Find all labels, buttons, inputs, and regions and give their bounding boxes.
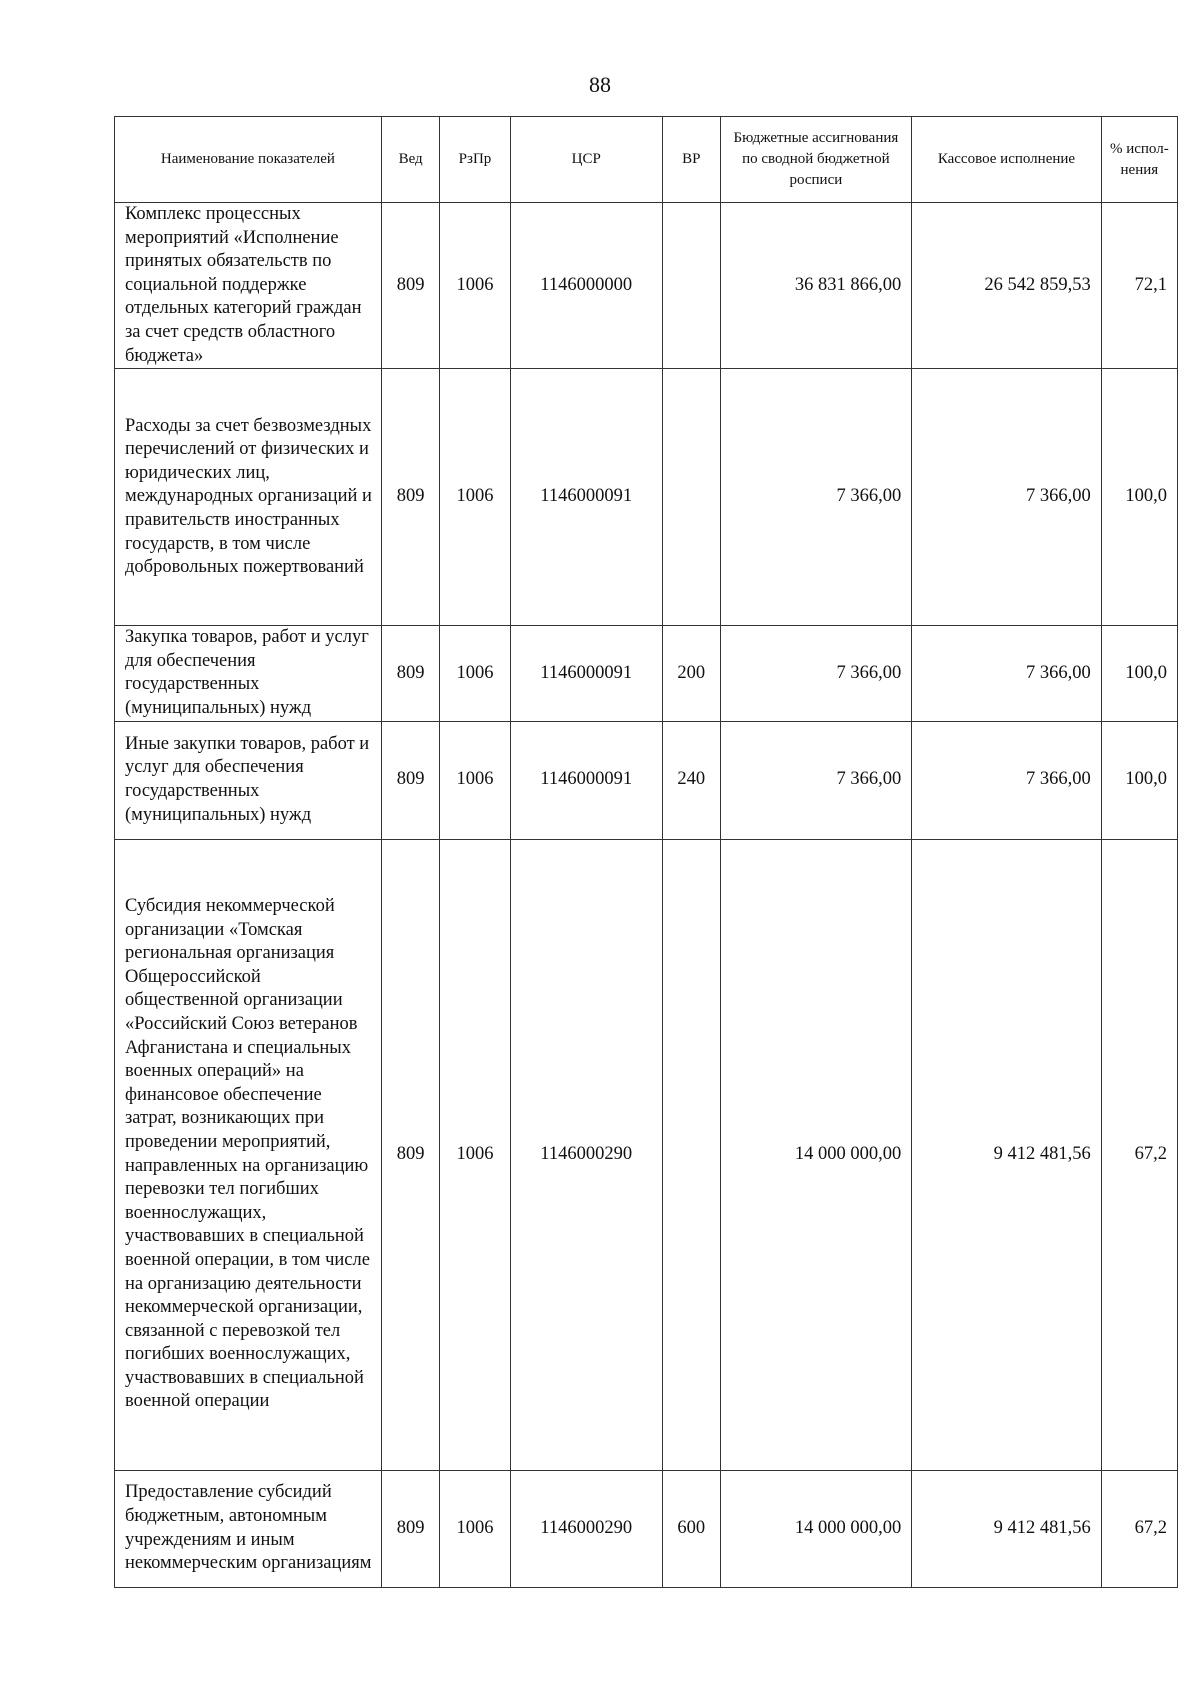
table-row <box>115 721 1178 839</box>
row-rzpr: 1006 <box>440 626 510 721</box>
table-row <box>115 626 1178 721</box>
row-csr: 1146000091 <box>510 369 662 626</box>
row-assignments: 14 000 000,00 <box>720 839 912 1470</box>
table-row <box>115 203 1178 369</box>
row-percent: 100,0 <box>1101 626 1177 721</box>
row-rzpr: 1006 <box>440 1470 510 1587</box>
header-percent: % испол-нения <box>1101 117 1177 203</box>
row-name: Субсидия некоммерческой организации «Томская региональная организация Общероссийской общественной организации «Российский Союз ветеранов Афганистана и специальных военных операций» на финансовое обеспечение затрат, возникающих при проведении мероприятий, направленных на организацию перевозки тел погибших военнослужащих, участвовавших в специальной военной операции, в том числе на организацию деятельности некоммерческой организации, связанной с перевозкой тел погибших военнослужащих, участвовавших в специальной военной операции <box>115 839 382 1470</box>
row-name: Комплекс процессных мероприятий «Исполнение принятых обязательств по социальной поддержке отдельных категорий граждан за счет средств областного бюджета» <box>115 203 382 369</box>
table-row <box>115 369 1178 626</box>
row-csr: 1146000091 <box>510 626 662 721</box>
row-vr <box>662 839 720 1470</box>
header-name: Наименование показателей <box>115 117 382 203</box>
row-name: Предоставление субсидий бюджетным, автономным учреждениям и иным некоммерческим организациям <box>115 1470 382 1587</box>
header-ved: Вед <box>381 117 440 203</box>
row-assignments: 14 000 000,00 <box>720 1470 912 1587</box>
row-rzpr: 1006 <box>440 721 510 839</box>
row-ved: 809 <box>381 721 440 839</box>
row-cash: 26 542 859,53 <box>912 203 1102 369</box>
header-assignments: Бюджетные ассигнования по сводной бюджетной росписи <box>720 117 912 203</box>
row-vr: 240 <box>662 721 720 839</box>
row-ved: 809 <box>381 203 440 369</box>
row-ved: 809 <box>381 626 440 721</box>
row-percent: 100,0 <box>1101 369 1177 626</box>
row-csr: 1146000290 <box>510 839 662 1470</box>
header-vr: ВР <box>662 117 720 203</box>
header-cash: Кассовое исполнение <box>912 117 1102 203</box>
row-assignments: 7 366,00 <box>720 626 912 721</box>
row-percent: 72,1 <box>1101 203 1177 369</box>
header-rzpr: РзПр <box>440 117 510 203</box>
budget-table <box>114 116 1178 1588</box>
table-row <box>115 1470 1178 1587</box>
row-vr: 600 <box>662 1470 720 1587</box>
row-ved: 809 <box>381 839 440 1470</box>
row-percent: 100,0 <box>1101 721 1177 839</box>
row-name: Расходы за счет безвозмездных перечислений от физических и юридических лиц, международных организаций и правительств иностранных государств, в том числе добровольных пожертвований <box>115 369 382 626</box>
row-name: Закупка товаров, работ и услуг для обеспечения государственных (муниципальных) нужд <box>115 626 382 721</box>
row-csr: 1146000290 <box>510 1470 662 1587</box>
row-assignments: 36 831 866,00 <box>720 203 912 369</box>
row-rzpr: 1006 <box>440 369 510 626</box>
header-csr: ЦСР <box>510 117 662 203</box>
row-assignments: 7 366,00 <box>720 369 912 626</box>
row-csr: 1146000091 <box>510 721 662 839</box>
row-cash: 7 366,00 <box>912 626 1102 721</box>
row-cash: 9 412 481,56 <box>912 839 1102 1470</box>
row-ved: 809 <box>381 1470 440 1587</box>
row-name: Иные закупки товаров, работ и услуг для обеспечения государственных (муниципальных) нужд <box>115 721 382 839</box>
row-cash: 7 366,00 <box>912 721 1102 839</box>
row-percent: 67,2 <box>1101 839 1177 1470</box>
row-rzpr: 1006 <box>440 203 510 369</box>
row-rzpr: 1006 <box>440 839 510 1470</box>
row-assignments: 7 366,00 <box>720 721 912 839</box>
row-csr: 1146000000 <box>510 203 662 369</box>
row-ved: 809 <box>381 369 440 626</box>
row-vr <box>662 369 720 626</box>
row-cash: 7 366,00 <box>912 369 1102 626</box>
row-cash: 9 412 481,56 <box>912 1470 1102 1587</box>
header-row <box>115 117 1178 203</box>
row-vr: 200 <box>662 626 720 721</box>
table-row <box>115 839 1178 1470</box>
row-vr <box>662 203 720 369</box>
row-percent: 67,2 <box>1101 1470 1177 1587</box>
page-number: 88 <box>589 72 611 97</box>
